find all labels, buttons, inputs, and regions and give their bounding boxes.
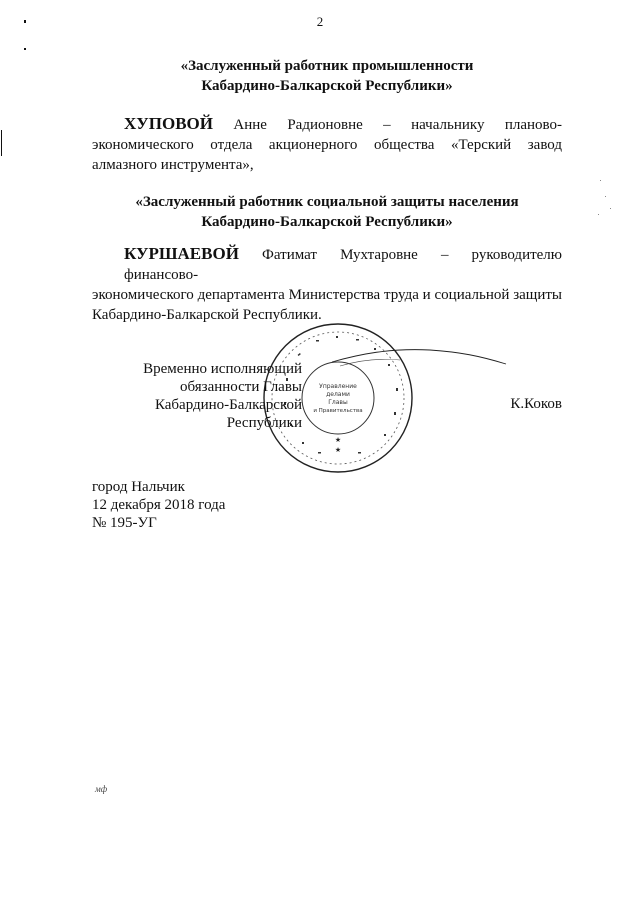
award-1-title (92, 56, 562, 96)
issue-city: город Нальчик (92, 479, 185, 495)
page-number: 2 (316, 14, 324, 29)
award-2-title-line-2: Кабардино-Балкарской Республики» (201, 214, 453, 230)
seal-inner-line-2: делами (326, 391, 350, 398)
award-1-line-1-text: Анне Радионовне – начальнику планово- (233, 117, 563, 133)
executor-initials: мф (95, 784, 108, 794)
decree-number: № 195-УГ (92, 515, 157, 531)
award-2-paragraph (92, 244, 562, 325)
award-1-line-2: экономического отдела акционерного общества «Терский завод (92, 137, 562, 153)
scan-mark (1, 130, 2, 156)
award-1-surname: ХУПОВОЙ (124, 114, 213, 133)
handwritten-signature (330, 340, 510, 380)
award-2-line-1 (92, 244, 562, 285)
document-footer (92, 478, 225, 532)
scan-speck (600, 180, 601, 181)
award-2-line-3: Кабардино-Балкарской Республики. (92, 307, 322, 323)
award-1-title-line-2: Кабардино-Балкарской Республики» (201, 78, 453, 94)
award-1-title-line-1: «Заслуженный работник промышленности (180, 58, 474, 74)
seal-inner-line-4: и Правительства (313, 408, 363, 414)
signer-name: К.Коков (510, 396, 562, 412)
scan-mark (24, 48, 26, 50)
award-2-surname: КУРШАЕВОЙ (124, 244, 239, 263)
signature-block (92, 360, 302, 432)
award-1-paragraph (92, 114, 562, 175)
award-2-line-1-text: Фатимат Мухтаровне – руководителю финансово- (124, 247, 562, 283)
seal-inner-line-3: Главы (328, 399, 348, 406)
award-2-line-2: экономического департамента Министерства труда и социальной защиты (92, 287, 562, 303)
scan-speck (598, 214, 599, 215)
signer-title-line-2: обязанности Главы (179, 379, 302, 395)
scan-speck (610, 208, 611, 209)
seal-inner-line-1: Управление (319, 383, 357, 390)
svg-text:★: ★ (334, 436, 342, 444)
award-2-title (92, 192, 562, 232)
scan-speck (605, 196, 606, 197)
issue-date: 12 декабря 2018 года (92, 497, 226, 513)
award-2-title-line-1: «Заслуженный работник социальной защиты населения (135, 194, 519, 210)
signer-title-line-3: Кабардино-Балкарской Республики (154, 397, 302, 431)
award-1-line-1 (92, 114, 562, 135)
svg-text:★: ★ (334, 446, 342, 454)
scan-mark (24, 20, 26, 23)
award-1-line-3: алмазного инструмента», (92, 157, 254, 173)
signer-title-line-1: Временно исполняющий (143, 361, 302, 377)
